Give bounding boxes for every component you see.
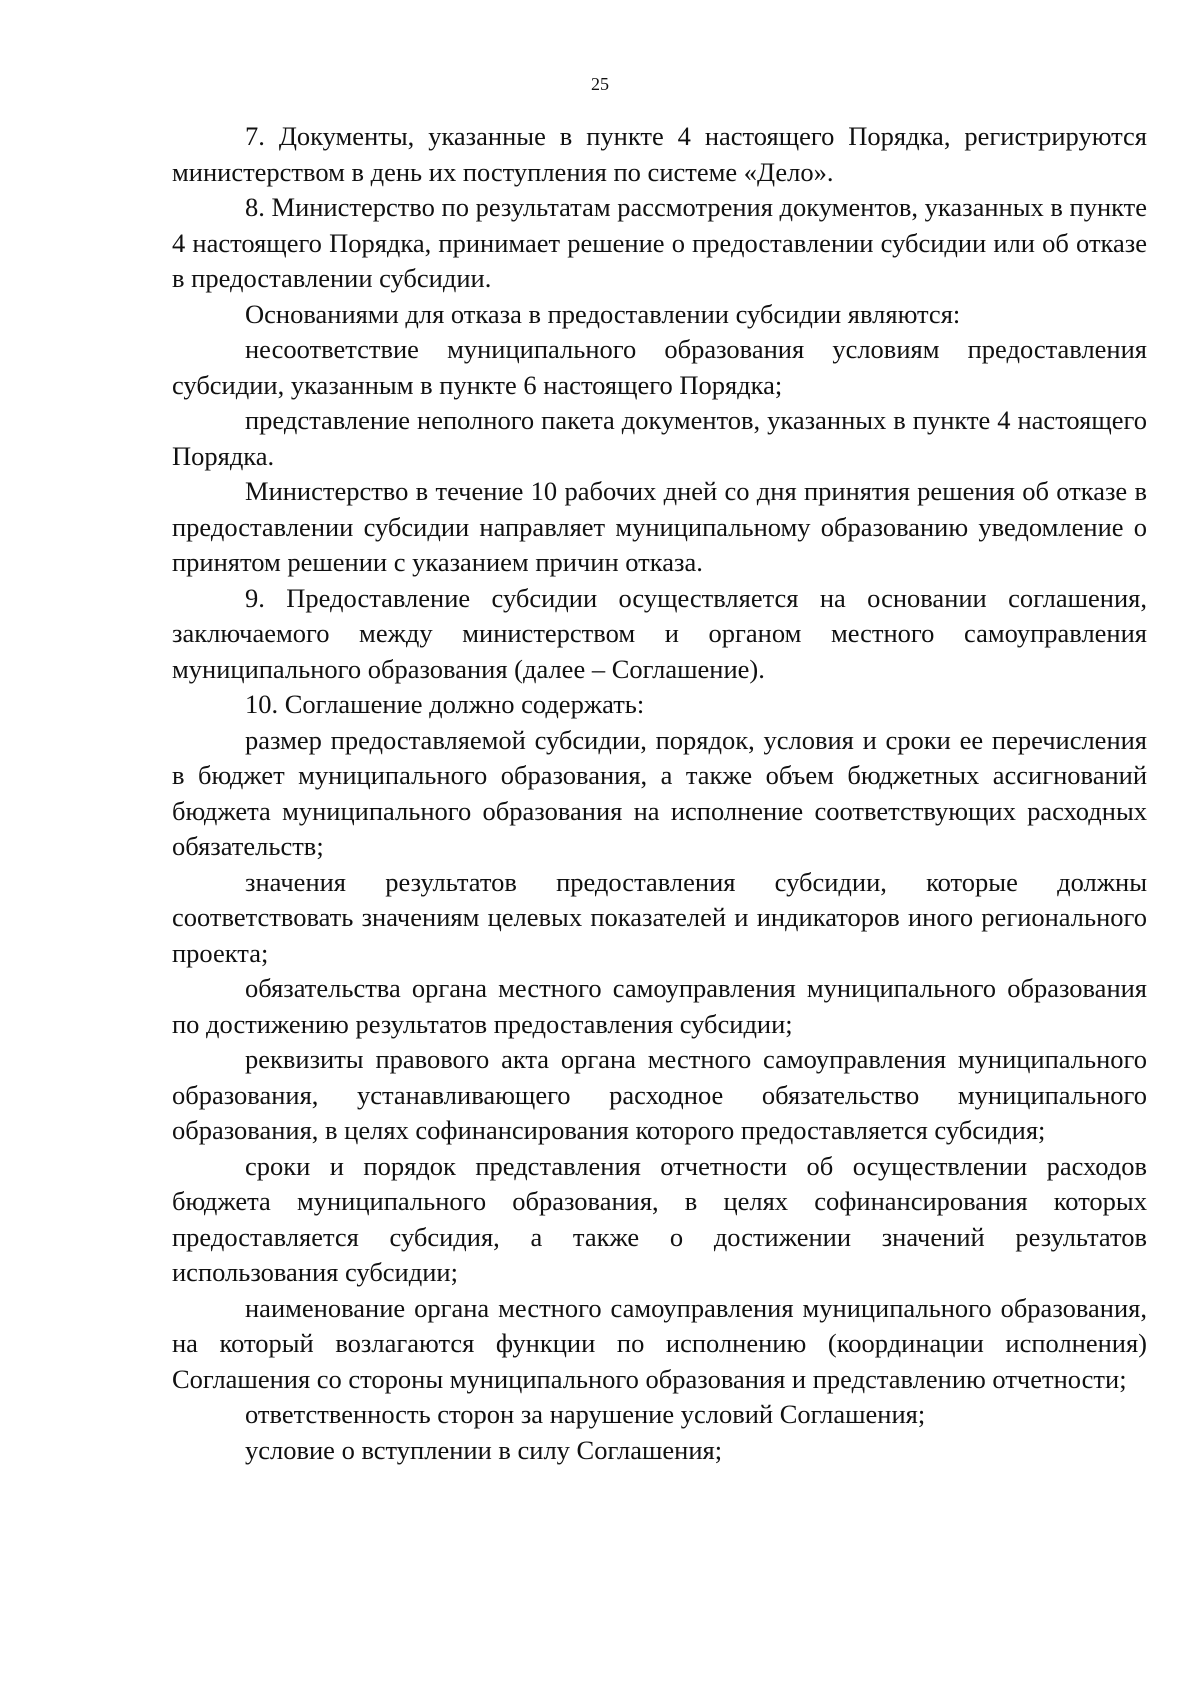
agreement-item-reporting: сроки и порядок представления отчетности об осуществлении расходов бюджета муниципального образования, в целях софинансирования которых предоставляется субсидия, а также о достижении значений результатов использования субсидии; xyxy=(172,1150,1147,1287)
agreement-item-entry-into-force: условие о вступлении в силу Соглашения; xyxy=(245,1434,723,1465)
paragraph-8-decision: 8. Министерство по результатам рассмотрения документов, указанных в пункте 4 настоящего Порядка, принимает решение о предоставлении субсидии или об отказе в предоставлении субсидии. xyxy=(172,192,1148,293)
paragraph-10-agreement-contents: 10. Соглашение должно содержать: xyxy=(245,689,645,719)
paragraph-7-registration: 7. Документы, указанные в пункте 4 настоящего Порядка, регистрируются министерством в день их поступления по системе «Дело». xyxy=(172,121,1147,187)
agreement-item-obligations: обязательства органа местного самоуправления муниципального образования по достижению результатов предоставления субсидии; xyxy=(172,973,1147,1039)
agreement-item-subsidy-size: размер предоставляемой субсидии, порядок, условия и сроки ее перечисления в бюджет муниципального образования, а также объем бюджетных ассигнований бюджета муниципального образования на исполнение соответствующих расходных обязательств; xyxy=(172,724,1147,861)
agreement-item-responsible-body: наименование органа местного самоуправления муниципального образования, на который возлагаются функции по исполнению (координации исполнения) Соглашения со стороны муниципального образования и представлению отчетности; xyxy=(172,1292,1147,1394)
paragraph-refusal-ground-mismatch: несоответствие муниципального образования условиям предоставления субсидии, указанным в пункте 6 настоящего Порядка; xyxy=(172,334,1147,400)
agreement-item-liability: ответственность сторон за нарушение условий Соглашения; xyxy=(245,1399,926,1429)
agreement-item-result-values: значения результатов предоставления субсидии, которые должны соответствовать значениям целевых показателей и индикаторов иного регионального проекта; xyxy=(172,866,1147,968)
paragraph-refusal-ground-incomplete: представление неполного пакета документов, указанных в пункте 4 настоящего Порядка. xyxy=(172,405,1147,471)
paragraph-9-agreement-basis: 9. Предоставление субсидии осуществляется на основании соглашения, заключаемого между министерством и органом местного самоуправления муниципального образования (далее – Соглашение). xyxy=(172,582,1147,684)
paragraph-refusal-grounds-intro: Основаниями для отказа в предоставлении субсидии являются: xyxy=(245,298,961,329)
agreement-item-legal-act-details: реквизиты правового акта органа местного самоуправления муниципального образования, устанавливающего расходное обязательство муниципального образования, в целях софинансирования которого предоставляется субсидия; xyxy=(172,1044,1147,1145)
paragraph-refusal-notification: Министерство в течение 10 рабочих дней со дня принятия решения об отказе в предоставлении субсидии направляет муниципальному образованию уведомление о принятом решении с указанием причин отказа. xyxy=(172,476,1147,577)
document-body xyxy=(172,119,1147,1468)
page-number: 25 xyxy=(591,74,609,94)
